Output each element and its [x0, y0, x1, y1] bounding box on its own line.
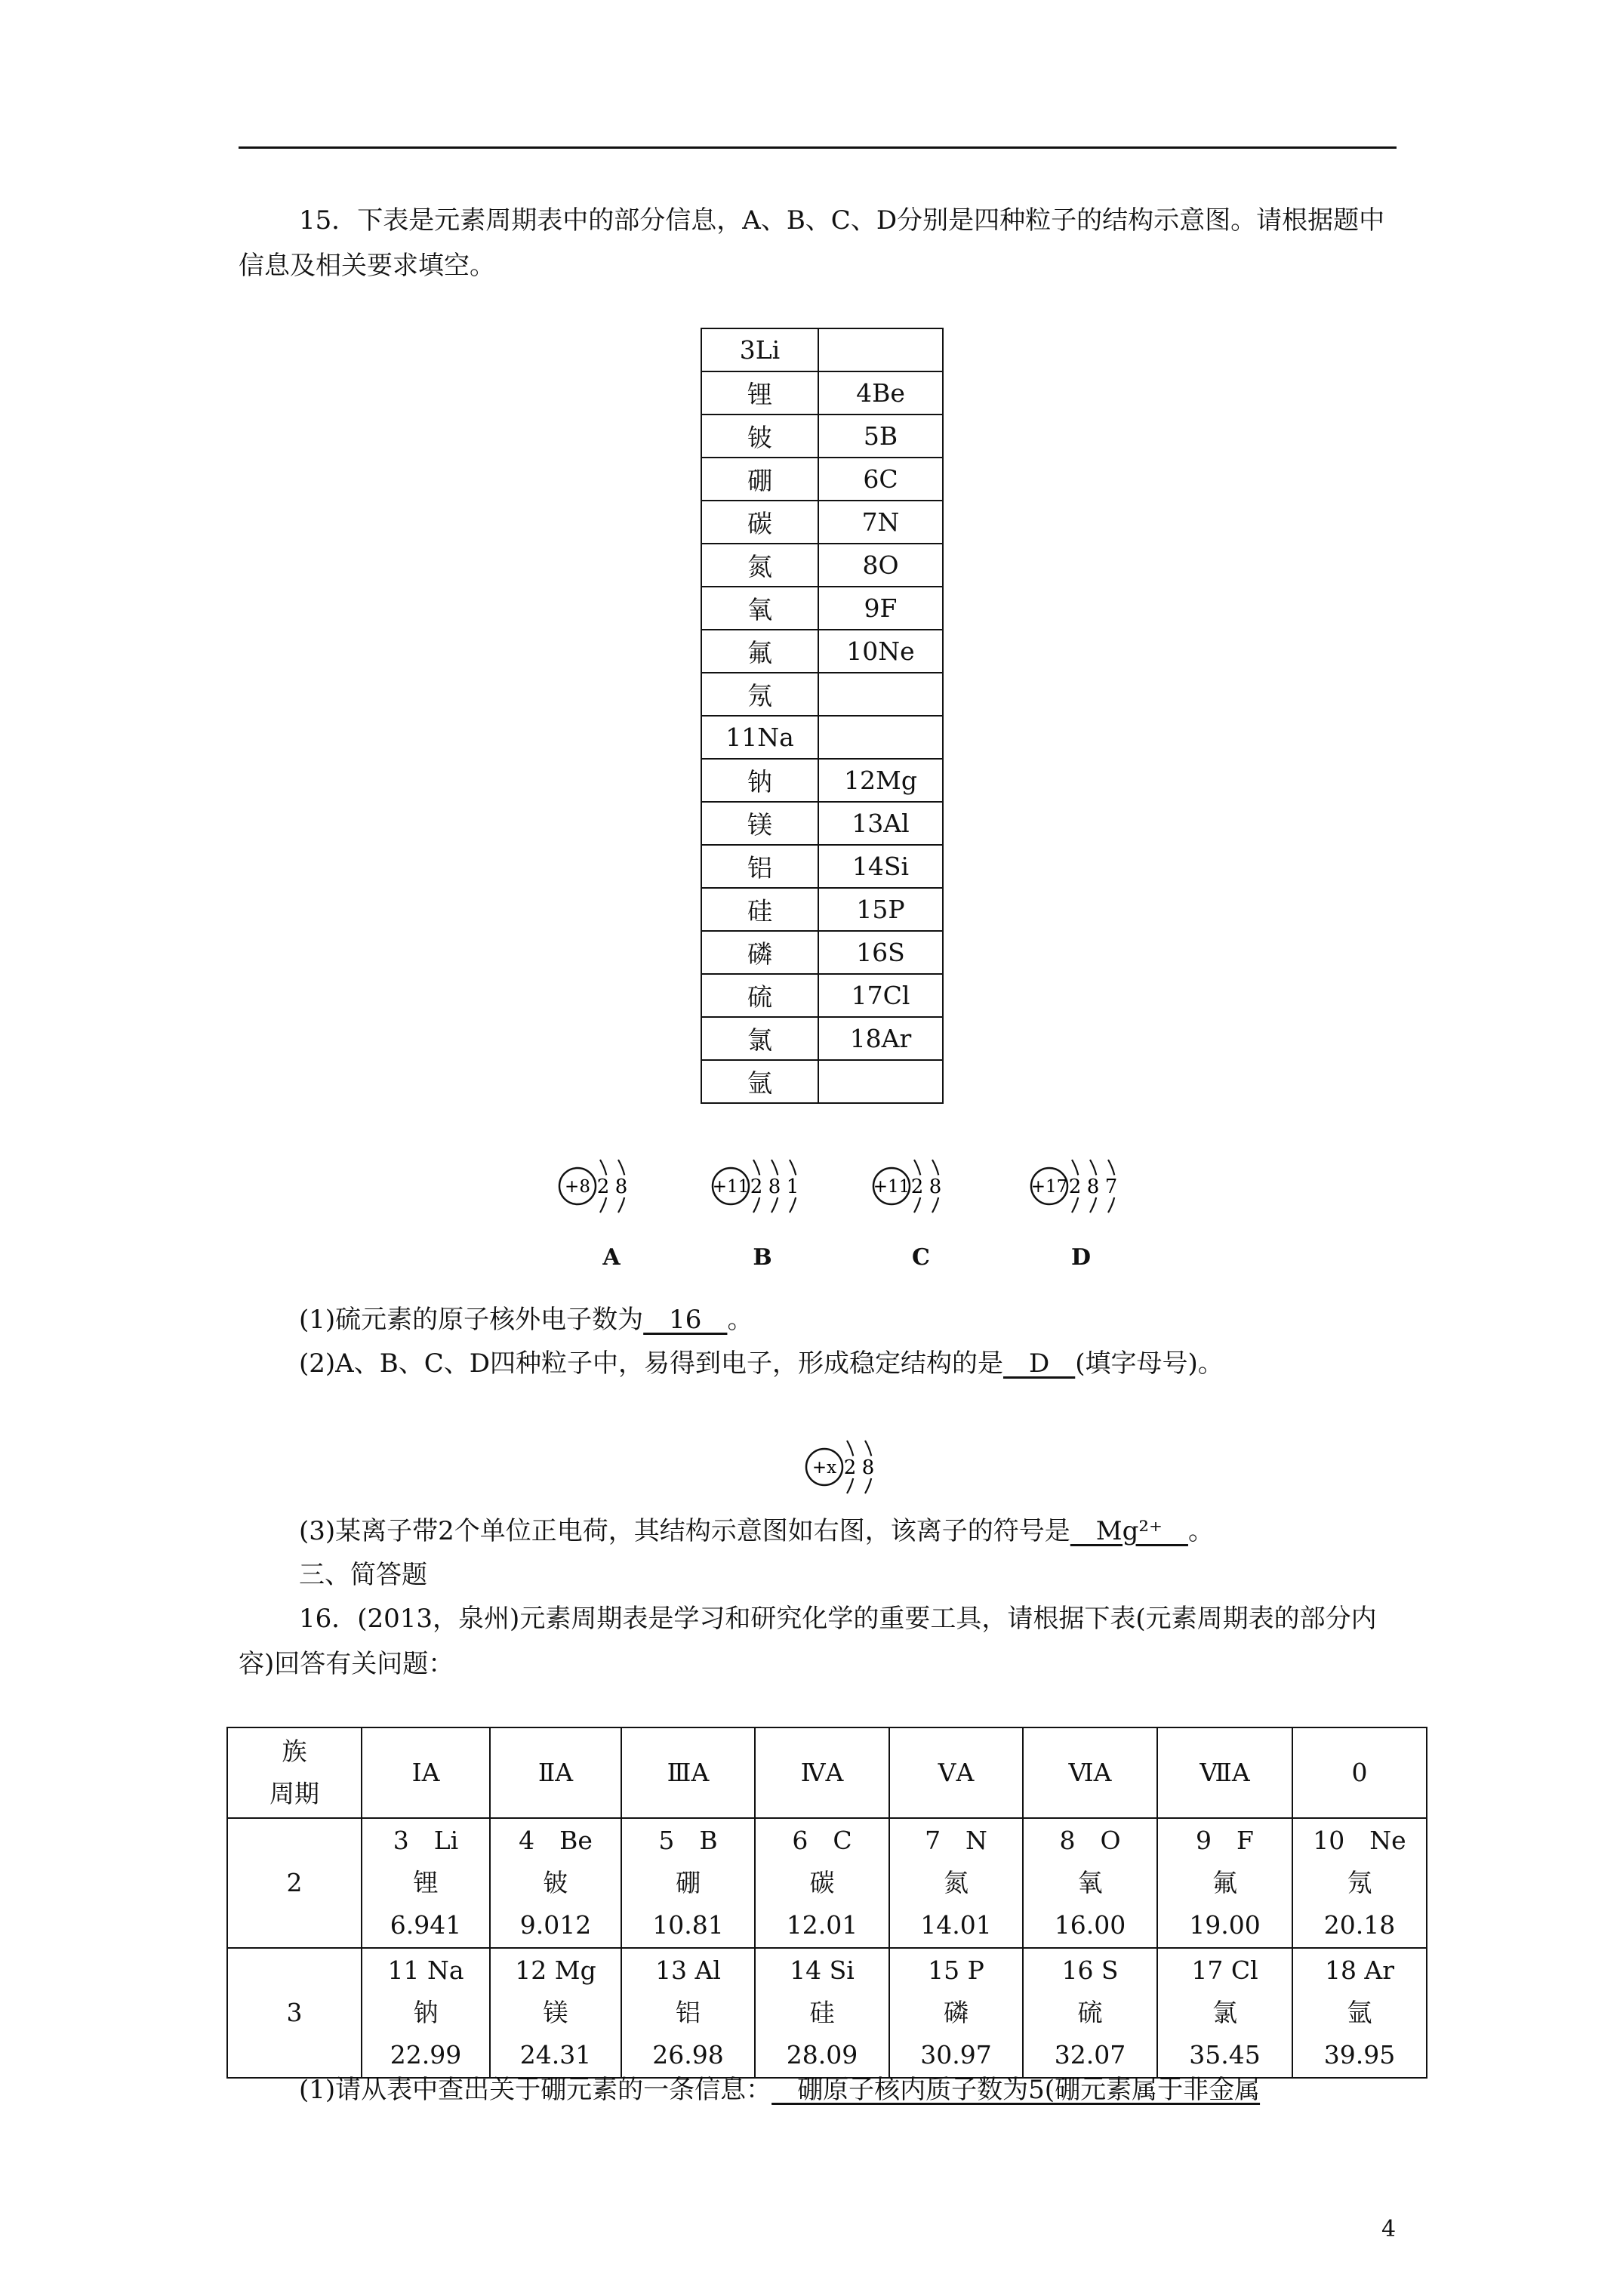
element-name: 氩 [1347, 1998, 1372, 2027]
element-sym: 18 Ar [1324, 1955, 1395, 1985]
shell-electron-count: 8 [768, 1176, 781, 1198]
shell-electron-count: 2 [843, 1456, 857, 1479]
atom-structure-svg [803, 1435, 903, 1499]
period-row [227, 1948, 1427, 2078]
shell-electron-count: 2 [596, 1176, 610, 1198]
element-sym: 7 N [925, 1826, 987, 1855]
element-cell [1292, 1818, 1427, 1948]
element-mass: 6.941 [390, 1910, 462, 1940]
element-name: 硫 [1077, 1998, 1103, 2027]
particle-label: D [1070, 1244, 1091, 1271]
table1-row [701, 587, 943, 630]
element-name: 硼 [676, 1868, 701, 1897]
question-16-1 [239, 2067, 1401, 2113]
shell-electron-count: 8 [929, 1176, 942, 1198]
table1-cell: 9F [818, 587, 943, 630]
table1-cell: 13Al [818, 802, 943, 845]
element-cell [889, 1948, 1023, 2078]
particle-diagram [1028, 1154, 1147, 1225]
group-header: ⅡA [490, 1727, 621, 1818]
q15-2-prefix: (2)A、B、C、D四种粒子中，易得到电子，形成稳定结构的是 [299, 1348, 1003, 1379]
table1-row [701, 802, 943, 845]
table1-cell: 锂 [701, 371, 818, 415]
table1-cell: 3Li [701, 328, 818, 371]
table1-row [701, 974, 943, 1017]
element-mass: 30.97 [920, 2040, 992, 2069]
table1-cell: 8O [818, 544, 943, 587]
element-sym: 8 O [1059, 1826, 1121, 1855]
group-header: ⅠA [362, 1727, 490, 1818]
element-cell [621, 1948, 755, 2078]
element-mass: 39.95 [1323, 2040, 1396, 2069]
table1-row [701, 673, 943, 716]
element-mass: 28.09 [786, 2040, 858, 2069]
shell-electron-count: 8 [1086, 1176, 1100, 1198]
table1-cell: 硫 [701, 974, 818, 1017]
q15-3-suffix: 。 [1187, 1516, 1214, 1546]
table1-cell: 硅 [701, 888, 818, 931]
question-15-3 [239, 1509, 1401, 1554]
element-cell [1023, 1948, 1157, 2078]
table1-row [701, 1060, 943, 1103]
element-name: 镁 [543, 1998, 568, 2027]
table1-row [701, 544, 943, 587]
element-cell [1157, 1948, 1292, 2078]
table1-cell: 14Si [818, 845, 943, 888]
element-name: 铍 [543, 1868, 568, 1897]
q16-1-answer: __硼原子核内质子数为5(硼元素属于非金属 [771, 2075, 1261, 2105]
table1-row [701, 1017, 943, 1060]
q15-3-prefix: (3)某离子带2个单位正电荷，其结构示意图如右图，该离子的符号是 [299, 1516, 1070, 1546]
shell-electron-count: 2 [910, 1176, 924, 1198]
table1-row [701, 888, 943, 931]
table2-header-row [227, 1727, 1427, 1818]
group-header: ⅢA [621, 1727, 755, 1818]
element-mass: 9.012 [519, 1910, 592, 1940]
element-sym: 17 Cl [1191, 1955, 1258, 1985]
period-number: 3 [227, 1948, 362, 2078]
element-mass: 24.31 [519, 2040, 592, 2069]
table1-cell [818, 673, 943, 716]
table1-row [701, 630, 943, 673]
element-name: 氯 [1212, 1998, 1237, 2027]
element-name: 氟 [1212, 1868, 1237, 1897]
question-16: 16．(2013，泉州)元素周期表是学习和研究化学的重要工具，请根据下表(元素周期表的部分内容)回答有关问题： [239, 1604, 1377, 1679]
particle-label: C [912, 1244, 930, 1271]
element-mass: 26.98 [652, 2040, 724, 2069]
element-sym: 16 S [1061, 1955, 1119, 1985]
table1-cell: 磷 [701, 931, 818, 974]
table1-cell: 11Na [701, 716, 818, 759]
element-cell [490, 1818, 621, 1948]
q15-1-answer: 16 [643, 1305, 728, 1335]
nucleus-charge: +8 [565, 1177, 590, 1197]
shell-electron-count: 2 [1068, 1176, 1082, 1198]
element-sym: 6 C [792, 1826, 852, 1855]
element-sym: 11 Na [387, 1955, 464, 1985]
periodic-table-strip [701, 328, 944, 1104]
table1-cell: 15P [818, 888, 943, 931]
table1-cell: 18Ar [818, 1017, 943, 1060]
table1-row [701, 458, 943, 501]
q15-1-prefix: (1)硫元素的原子核外电子数为 [299, 1305, 644, 1335]
element-name: 磷 [944, 1998, 969, 2027]
element-mass: 22.99 [390, 2040, 462, 2069]
atom-structure-svg [870, 1154, 970, 1219]
table1-cell: 氧 [701, 587, 818, 630]
atom-structure-svg [1028, 1154, 1147, 1219]
nucleus-charge: +x [812, 1458, 837, 1478]
element-mass: 16.00 [1054, 1910, 1126, 1940]
particle-diagram [710, 1154, 829, 1225]
shell-electron-count: 7 [1104, 1176, 1118, 1198]
corner-label: 周期 [269, 1779, 319, 1808]
element-cell [755, 1818, 889, 1948]
table1-cell: 硼 [701, 458, 818, 501]
element-name: 氖 [1347, 1868, 1372, 1897]
element-sym: 3 Li [393, 1826, 459, 1855]
table1-row [701, 501, 943, 544]
group-header: 0 [1292, 1727, 1427, 1818]
nucleus-charge: +17 [1030, 1177, 1068, 1197]
element-mass: 19.00 [1189, 1910, 1261, 1940]
particle-diagram [870, 1154, 970, 1225]
table1-cell: 16S [818, 931, 943, 974]
shell-electron-count: 8 [861, 1456, 875, 1479]
element-cell [1292, 1948, 1427, 2078]
table1-cell [818, 328, 943, 371]
table1-row [701, 415, 943, 458]
element-mass: 35.45 [1189, 2040, 1261, 2069]
table1-cell: 钠 [701, 759, 818, 802]
table1-row [701, 931, 943, 974]
table1-cell: 铝 [701, 845, 818, 888]
table1-cell: 10Ne [818, 630, 943, 673]
element-name: 铝 [676, 1998, 701, 2027]
element-sym: 12 Mg [515, 1955, 596, 1985]
table1-row [701, 759, 943, 802]
element-mass: 12.01 [786, 1910, 858, 1940]
q15-2-suffix: (填字母号)。 [1075, 1348, 1224, 1379]
question-15-1 [239, 1297, 1401, 1342]
element-cell [1023, 1818, 1157, 1948]
period-number: 2 [227, 1818, 362, 1948]
table1-row [701, 371, 943, 415]
element-cell [362, 1948, 490, 2078]
element-mass: 20.18 [1323, 1910, 1396, 1940]
group-header: ⅦA [1157, 1727, 1292, 1818]
table1-cell: 6C [818, 458, 943, 501]
table1-cell: 4Be [818, 371, 943, 415]
table1-cell [818, 1060, 943, 1103]
group-header: ⅤA [889, 1727, 1023, 1818]
element-sym: 15 P [928, 1955, 984, 1985]
group-header: ⅣA [755, 1727, 889, 1818]
element-sym: 13 Al [655, 1955, 721, 1985]
table1-cell: 7N [818, 501, 943, 544]
table1-cell: 氟 [701, 630, 818, 673]
element-sym: 5 B [658, 1826, 718, 1855]
element-name: 氮 [944, 1868, 969, 1897]
nucleus-charge: +11 [873, 1177, 910, 1197]
shell-electron-count: 8 [614, 1176, 628, 1198]
table1-cell: 铍 [701, 415, 818, 458]
atom-structure-svg [556, 1154, 656, 1219]
table1-cell [818, 716, 943, 759]
element-name: 钠 [413, 1998, 439, 2027]
q15-2-answer: D [1002, 1348, 1076, 1379]
nucleus-charge: +11 [712, 1177, 750, 1197]
table1-cell: 5B [818, 415, 943, 458]
header-rule [239, 146, 1397, 149]
element-name: 碳 [809, 1868, 835, 1897]
group-header: ⅥA [1023, 1727, 1157, 1818]
shell-electron-count: 1 [786, 1176, 799, 1198]
table1-row [701, 328, 943, 371]
particle-label: B [753, 1244, 772, 1271]
period-row [227, 1818, 1427, 1948]
table1-cell: 镁 [701, 802, 818, 845]
element-mass: 32.07 [1054, 2040, 1126, 2069]
element-cell [755, 1948, 889, 2078]
table1-cell: 氮 [701, 544, 818, 587]
table1-cell: 氩 [701, 1060, 818, 1103]
shell-electron-count: 2 [750, 1176, 763, 1198]
particle-label: A [602, 1244, 621, 1271]
atom-structure-svg [710, 1154, 829, 1219]
table1-row [701, 716, 943, 759]
element-name: 硅 [809, 1998, 835, 2027]
element-cell [1157, 1818, 1292, 1948]
element-sym: 9 F [1196, 1826, 1254, 1855]
element-cell [621, 1818, 755, 1948]
question-15: 15．下表是元素周期表中的部分信息，A、B、C、D分别是四种粒子的结构示意图。请根据题中信息及相关要求填空。 [239, 205, 1385, 281]
table1-cell: 12Mg [818, 759, 943, 802]
q15-3-answer: Mg²⁺ [1070, 1516, 1188, 1546]
table1-cell: 氯 [701, 1017, 818, 1060]
section-heading: 三、简答题 [299, 1560, 427, 1590]
ion-structure [803, 1435, 903, 1506]
particle-diagram [556, 1154, 656, 1225]
table2-corner [227, 1727, 362, 1818]
element-cell [889, 1818, 1023, 1948]
element-name: 氧 [1077, 1868, 1103, 1897]
q16-1-prefix: (1)请从表中查出关于硼元素的一条信息： [299, 2075, 772, 2105]
table1-cell: 17Cl [818, 974, 943, 1017]
element-sym: 14 Si [790, 1955, 855, 1985]
element-mass: 14.01 [920, 1910, 992, 1940]
table1-row [701, 845, 943, 888]
question-15-2 [239, 1341, 1401, 1386]
corner-label: 族 [282, 1737, 307, 1766]
table1-cell: 氖 [701, 673, 818, 716]
table1-cell: 碳 [701, 501, 818, 544]
element-name: 锂 [413, 1868, 439, 1897]
page-number: 4 [1381, 2216, 1397, 2242]
q15-1-suffix: 。 [727, 1305, 753, 1335]
periodic-table [226, 1727, 1427, 2079]
element-cell [490, 1948, 621, 2078]
element-sym: 10 Ne [1313, 1826, 1406, 1855]
element-cell [362, 1818, 490, 1948]
element-sym: 4 Be [519, 1826, 593, 1855]
element-mass: 10.81 [652, 1910, 724, 1940]
